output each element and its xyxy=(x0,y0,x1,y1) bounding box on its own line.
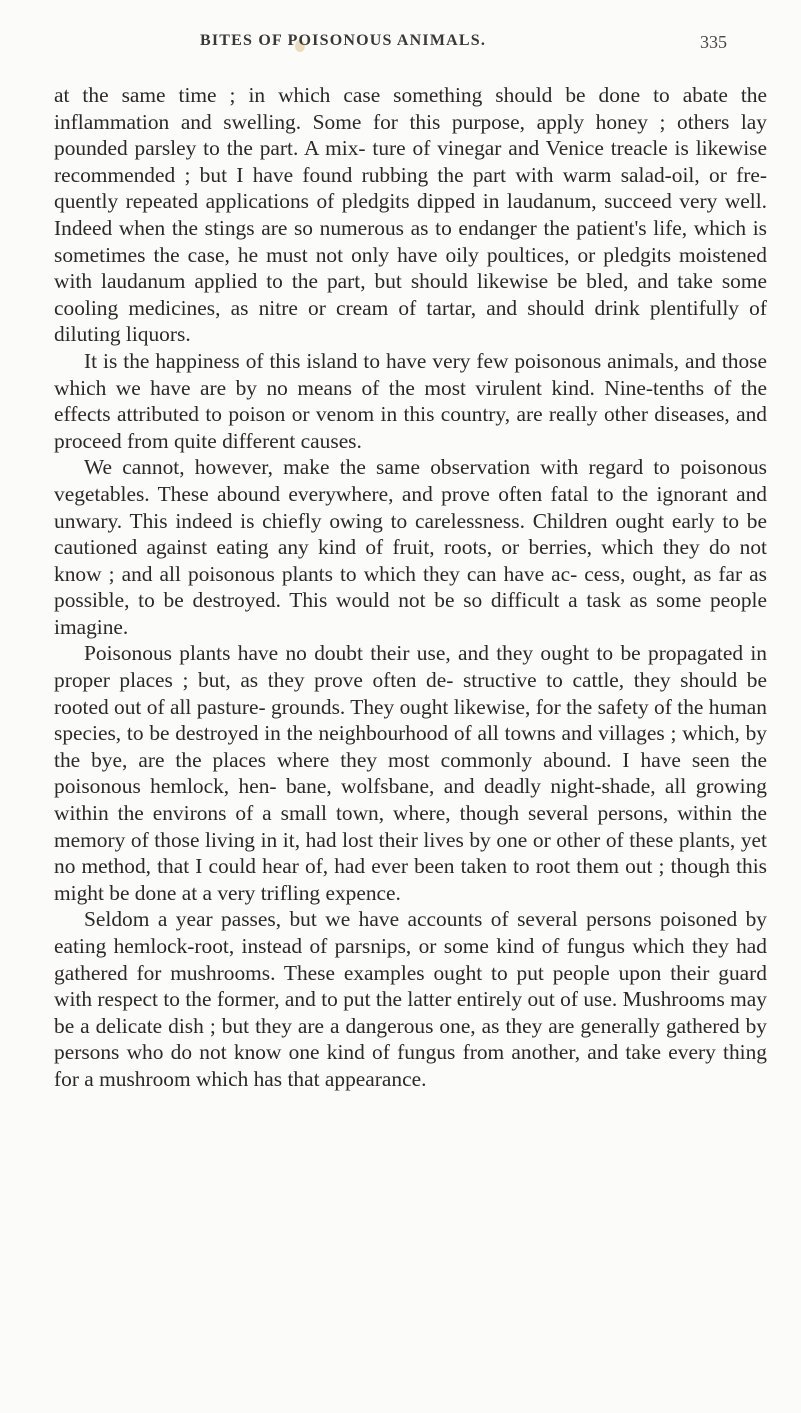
paragraph-poisonous-plants: Poisonous plants have no doubt their use, and they ought to be propagated in proper places ; but, as they prove often de- structive to cattle, they should be rooted out of all pasture- grounds. They ought likewise, for the safety of the human species, to be destroyed in the neighbourhood of all towns and villages ; which, by the bye, are the places where they most commonly abound. I have seen the poisonous hemlock, hen- bane, wolfsbane, and deadly night-shade, all growing within the environs of a small town, where, though several persons, within the memory of those living in it, had lost their lives by one or other of these plants, yet no method, that I could hear of, had ever been taken to root them out ; though this might be done at a very trifling expence. xyxy=(54,641,767,905)
paragraph-poisonous-vegetables: We cannot, however, make the same observation with regard to poisonous vegetables. These abound everywhere, and prove often fatal to the ignorant and unwary. This indeed is chiefly owing to carelessness. Children ought early to be cautioned against eating any kind of fruit, roots, or berries, which they do not know ; and all poisonous plants to which they can have ac- cess, ought, as far as possible, to be destroyed. This would not be so difficult a task as some people imagine. xyxy=(54,455,767,639)
paragraph-poisonous-animals: It is the happiness of this island to have very few poisonous animals, and those which we have are by no means of the most virulent kind. Nine-tenths of the effects attributed to poison or venom in this country, are really other diseases, and proceed from quite different causes. xyxy=(54,348,767,453)
paragraph-stings-treatment: at the same time ; in which case something should be done to abate the inflammation and swelling. Some for this purpose, apply honey ; others lay pounded parsley to the part. A mix- ture of vinegar and Venice treacle is likewise recommended ; but I have found rubbing the part with warm salad-oil, or fre- quently repeated applications of pledgits dipped in laudanum, succeed very well. Indeed when the stings are so numerous as to endanger the patient's life, which is sometimes the case, he must not only have oily poultices, or pledgits moistened with laudanum applied to the part, but should likewise be bled, and take some cooling medicines, as nitre or cream of tartar, and should drink plentifully of diluting liquors. xyxy=(54,83,767,347)
body-text xyxy=(54,82,767,1093)
running-title: BITES OF POISONOUS ANIMALS. xyxy=(200,32,487,49)
running-head xyxy=(0,32,801,60)
paragraph-hemlock-mushrooms: Seldom a year passes, but we have accounts of several persons poisoned by eating hemlock-root, instead of parsnips, or some kind of fungus which they had gathered for mushrooms. These examples ought to put people upon their guard with respect to the former, and to put the latter entirely out of use. Mushrooms may be a delicate dish ; but they are a dangerous one, as they are generally gathered by persons who do not know one kind of fungus from another, and take every thing for a mushroom which has that appearance. xyxy=(54,907,767,1091)
page-number: 335 xyxy=(700,32,727,52)
